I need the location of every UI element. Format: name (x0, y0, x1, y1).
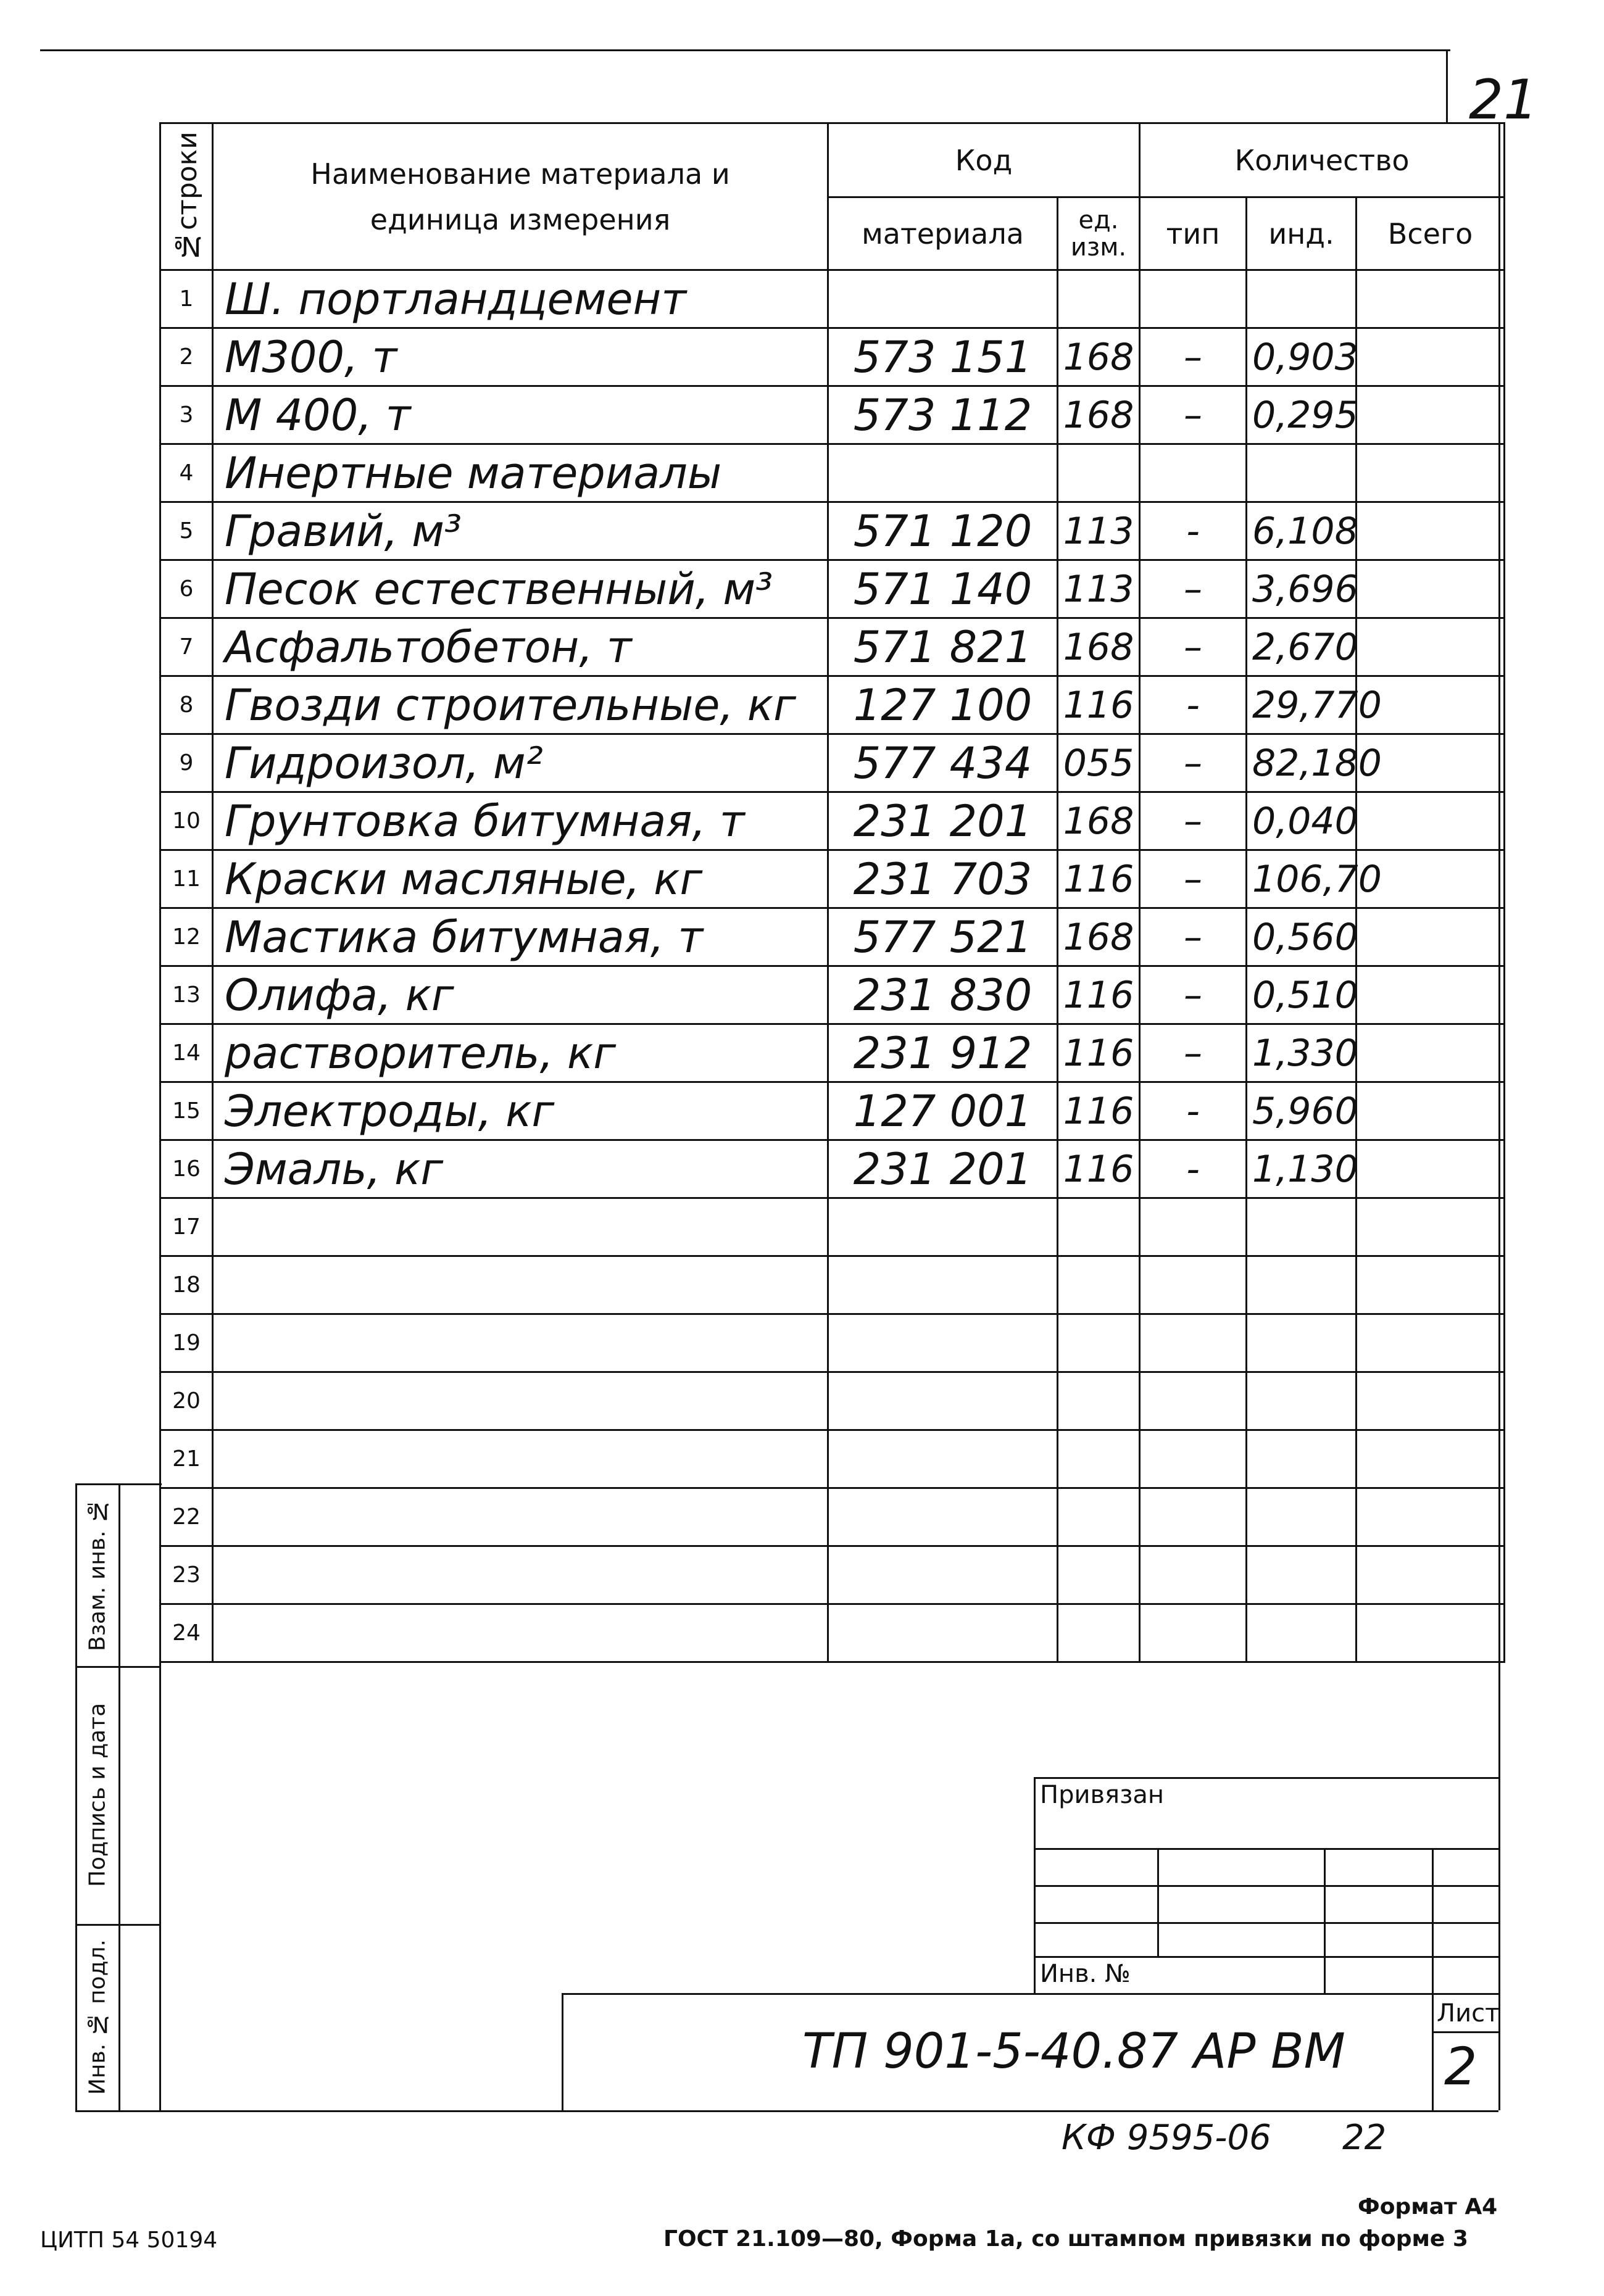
row-number: 17 (160, 1198, 213, 1256)
qty-total (1357, 1372, 1505, 1430)
qty-type: - (1140, 502, 1247, 560)
row-number: 5 (160, 502, 213, 560)
unit-code (1058, 1604, 1140, 1662)
qty-type: – (1140, 966, 1247, 1024)
qty-ind (1247, 444, 1357, 502)
material-code (828, 1546, 1058, 1604)
material-code: 231 912 (828, 1024, 1058, 1082)
qty-type: - (1140, 676, 1247, 734)
stamp-col-2 (1324, 1848, 1326, 1993)
footer-left: ЦИТП 54 50194 (40, 2228, 218, 2253)
qty-ind (1247, 1256, 1357, 1314)
qty-ind: 29,770 (1247, 676, 1357, 734)
stamp-col-1 (1157, 1848, 1159, 1956)
top-border-line (40, 49, 1450, 51)
qty-type (1140, 1430, 1247, 1488)
row-number: 22 (160, 1488, 213, 1546)
qty-total (1357, 1082, 1505, 1140)
qty-type: – (1140, 850, 1247, 908)
qty-ind: 0,560 (1247, 908, 1357, 966)
qty-type (1140, 1372, 1247, 1430)
qty-total (1357, 444, 1505, 502)
header-code-label: Код (955, 143, 1013, 177)
qty-total (1357, 1314, 1505, 1372)
title-block-list-line (1432, 2031, 1498, 2033)
material-name: Олифа, кг (213, 966, 828, 1024)
unit-code: 116 (1058, 850, 1140, 908)
qty-ind: 6,108 (1247, 502, 1357, 560)
unit-code (1058, 270, 1140, 328)
row-number: 18 (160, 1256, 213, 1314)
material-name (213, 1488, 828, 1546)
table-row (160, 1024, 1505, 1082)
qty-total (1357, 1430, 1505, 1488)
table-row (160, 792, 1505, 850)
header-qty-ind-label: инд. (1268, 217, 1334, 251)
qty-total (1357, 908, 1505, 966)
title-block-list-divider (1432, 1993, 1434, 2110)
material-name (213, 1256, 828, 1314)
qty-ind (1247, 1430, 1357, 1488)
qty-total (1357, 1198, 1505, 1256)
material-code: 571 140 (828, 560, 1058, 618)
header-name (213, 123, 828, 270)
stamp-line-4 (1034, 1956, 1498, 1958)
table-row (160, 1604, 1505, 1662)
side-strip-divider (118, 1483, 120, 2110)
qty-total (1357, 1546, 1505, 1604)
row-number: 23 (160, 1546, 213, 1604)
table-row (160, 1314, 1505, 1372)
material-name: Мастика битумная, т (213, 908, 828, 966)
unit-code (1058, 1256, 1140, 1314)
qty-ind: 2,670 (1247, 618, 1357, 676)
material-name: растворитель, кг (213, 1024, 828, 1082)
qty-total (1357, 386, 1505, 444)
qty-type (1140, 1314, 1247, 1372)
material-name: М300, т (213, 328, 828, 386)
footer-gost: ГОСТ 21.109—80, Форма 1а, со штампом привязки по форме 3 (663, 2226, 1468, 2252)
qty-type: – (1140, 386, 1247, 444)
material-code (828, 1488, 1058, 1546)
unit-code: 116 (1058, 1082, 1140, 1140)
material-code: 573 112 (828, 386, 1058, 444)
material-name (213, 1546, 828, 1604)
row-number: 16 (160, 1140, 213, 1198)
material-name (213, 1198, 828, 1256)
qty-type (1140, 1546, 1247, 1604)
qty-total (1357, 560, 1505, 618)
material-code: 573 151 (828, 328, 1058, 386)
sheet-number-divider (1446, 49, 1448, 123)
row-number: 21 (160, 1430, 213, 1488)
table-row (160, 386, 1505, 444)
stamp-privyazan: Привязан (1040, 1781, 1165, 1809)
materials-table (159, 122, 1505, 1663)
qty-type (1140, 1198, 1247, 1256)
unit-code (1058, 444, 1140, 502)
material-code (828, 1314, 1058, 1372)
title-block-left (562, 1993, 563, 2110)
row-number: 11 (160, 850, 213, 908)
qty-ind: 1,330 (1247, 1024, 1357, 1082)
stamp-line-1 (1034, 1848, 1498, 1850)
qty-ind: 0,295 (1247, 386, 1357, 444)
side-label-vzam: Взам. инв. № (85, 1498, 110, 1651)
stamp-line-3 (1034, 1922, 1498, 1924)
unit-code: 055 (1058, 734, 1140, 792)
row-number: 12 (160, 908, 213, 966)
table-body (160, 270, 1505, 1662)
header-code-unit (1058, 197, 1140, 270)
header-quantity (1140, 123, 1505, 197)
qty-ind: 3,696 (1247, 560, 1357, 618)
table-row (160, 676, 1505, 734)
header-code-material (828, 197, 1058, 270)
qty-total (1357, 502, 1505, 560)
material-code: 231 830 (828, 966, 1058, 1024)
unit-code (1058, 1546, 1140, 1604)
qty-type (1140, 270, 1247, 328)
header-row-number-label: №строки (172, 131, 203, 262)
side-label-podpis: Подпись и дата (85, 1702, 110, 1888)
table-row (160, 1082, 1505, 1140)
qty-type (1140, 1604, 1247, 1662)
material-code (828, 1604, 1058, 1662)
material-code (828, 1256, 1058, 1314)
table-row (160, 1372, 1505, 1430)
header-qty-ind (1247, 197, 1357, 270)
qty-ind: 0,510 (1247, 966, 1357, 1024)
qty-ind (1247, 1604, 1357, 1662)
stamp-col-3 (1432, 1848, 1434, 1993)
unit-code: 116 (1058, 966, 1140, 1024)
table-row (160, 1488, 1505, 1546)
table-row (160, 1546, 1505, 1604)
unit-code: 116 (1058, 1024, 1140, 1082)
qty-total (1357, 966, 1505, 1024)
material-name: М 400, т (213, 386, 828, 444)
header-code (828, 123, 1140, 197)
sheet-number: 21 (1469, 68, 1538, 131)
material-code (828, 1198, 1058, 1256)
table-row (160, 502, 1505, 560)
document-code: ТП 901-5-40.87 АР ВМ (802, 2024, 1345, 2079)
row-number: 3 (160, 386, 213, 444)
material-name: Гидроизол, м² (213, 734, 828, 792)
unit-code: 116 (1058, 676, 1140, 734)
row-number: 20 (160, 1372, 213, 1430)
qty-total (1357, 328, 1505, 386)
material-code: 231 201 (828, 792, 1058, 850)
table-row (160, 560, 1505, 618)
qty-total (1357, 618, 1505, 676)
unit-code: 113 (1058, 502, 1140, 560)
qty-total (1357, 792, 1505, 850)
material-name: Эмаль, кг (213, 1140, 828, 1198)
table-row (160, 618, 1505, 676)
material-code (828, 1430, 1058, 1488)
qty-ind: 106,70 (1247, 850, 1357, 908)
header-qty-type-label: тип (1166, 217, 1220, 251)
handwritten-code: КФ 9595-06 (1062, 2118, 1271, 2158)
qty-type (1140, 1488, 1247, 1546)
table-row (160, 908, 1505, 966)
unit-code (1058, 1430, 1140, 1488)
qty-total (1357, 270, 1505, 328)
material-name: Песок естественный, м³ (213, 560, 828, 618)
header-code-material-label: материала (862, 217, 1024, 251)
material-code: 571 821 (828, 618, 1058, 676)
qty-type: – (1140, 908, 1247, 966)
table-row (160, 966, 1505, 1024)
unit-code (1058, 1488, 1140, 1546)
qty-ind (1247, 1372, 1357, 1430)
unit-code: 113 (1058, 560, 1140, 618)
stamp-line-2 (1034, 1885, 1498, 1887)
row-number: 15 (160, 1082, 213, 1140)
qty-type: – (1140, 734, 1247, 792)
stamp-inv-no: Инв. № (1040, 1960, 1131, 1988)
format-label: Формат А4 (1358, 2194, 1498, 2219)
material-name: Ш. портландцемент (213, 270, 828, 328)
material-name (213, 1604, 828, 1662)
qty-type: – (1140, 328, 1247, 386)
side-label-inv-podl: Инв. № подл. (85, 1939, 110, 2095)
material-code (828, 444, 1058, 502)
row-number: 10 (160, 792, 213, 850)
table-row (160, 1198, 1505, 1256)
table-row (160, 328, 1505, 386)
qty-ind: 0,040 (1247, 792, 1357, 850)
material-name (213, 1372, 828, 1430)
qty-ind (1247, 270, 1357, 328)
row-number: 1 (160, 270, 213, 328)
table-row (160, 850, 1505, 908)
qty-ind (1247, 1546, 1357, 1604)
qty-ind: 5,960 (1247, 1082, 1357, 1140)
material-name (213, 1314, 828, 1372)
qty-ind: 0,903 (1247, 328, 1357, 386)
qty-type: - (1140, 1082, 1247, 1140)
material-name: Асфальтобетон, т (213, 618, 828, 676)
qty-total (1357, 1604, 1505, 1662)
unit-code: 116 (1058, 1140, 1140, 1198)
stamp-top-line (1034, 1777, 1498, 1779)
row-number: 6 (160, 560, 213, 618)
row-number: 14 (160, 1024, 213, 1082)
row-number: 8 (160, 676, 213, 734)
qty-ind (1247, 1488, 1357, 1546)
table-row (160, 1430, 1505, 1488)
material-code: 127 001 (828, 1082, 1058, 1140)
qty-type: - (1140, 1140, 1247, 1198)
material-name (213, 1430, 828, 1488)
row-number: 19 (160, 1314, 213, 1372)
qty-total (1357, 1488, 1505, 1546)
row-number: 4 (160, 444, 213, 502)
table-row (160, 444, 1505, 502)
qty-ind: 1,130 (1247, 1140, 1357, 1198)
table-row (160, 1256, 1505, 1314)
material-code (828, 1372, 1058, 1430)
bottom-frame-line (75, 2110, 1498, 2112)
unit-code: 168 (1058, 908, 1140, 966)
material-name: Гравий, м³ (213, 502, 828, 560)
header-quantity-label: Количество (1234, 143, 1410, 177)
material-name: Грунтовка битумная, т (213, 792, 828, 850)
table-row (160, 270, 1505, 328)
qty-total (1357, 1140, 1505, 1198)
material-code: 231 703 (828, 850, 1058, 908)
material-name: Краски масляные, кг (213, 850, 828, 908)
header-qty-type (1140, 197, 1247, 270)
unit-code (1058, 1372, 1140, 1430)
header-code-unit-label: ед. изм. (1070, 205, 1127, 262)
material-code (828, 270, 1058, 328)
material-name: Инертные материалы (213, 444, 828, 502)
table-row (160, 734, 1505, 792)
material-name: Гвозди строительные, кг (213, 676, 828, 734)
material-name: Электроды, кг (213, 1082, 828, 1140)
unit-code: 168 (1058, 328, 1140, 386)
qty-type (1140, 1256, 1247, 1314)
qty-total (1357, 1024, 1505, 1082)
table-row (160, 1140, 1505, 1198)
header-row-number (160, 123, 213, 270)
row-number: 9 (160, 734, 213, 792)
unit-code: 168 (1058, 386, 1140, 444)
qty-ind (1247, 1314, 1357, 1372)
stamp-list-number: 2 (1444, 2036, 1477, 2097)
material-code: 577 434 (828, 734, 1058, 792)
qty-ind (1247, 1198, 1357, 1256)
unit-code (1058, 1198, 1140, 1256)
row-number: 2 (160, 328, 213, 386)
unit-code: 168 (1058, 618, 1140, 676)
row-number: 7 (160, 618, 213, 676)
material-code: 571 120 (828, 502, 1058, 560)
qty-total (1357, 1256, 1505, 1314)
row-number: 24 (160, 1604, 213, 1662)
unit-code (1058, 1314, 1140, 1372)
header-qty-total (1357, 197, 1505, 270)
material-code: 231 201 (828, 1140, 1058, 1198)
material-code: 577 521 (828, 908, 1058, 966)
header-qty-total-label: Всего (1387, 217, 1473, 251)
stamp-list-label: Лист (1437, 1999, 1500, 2028)
side-strip-right (159, 1483, 161, 2110)
header-name-label: Наименование материала и единица измерения (310, 157, 730, 236)
unit-code: 168 (1058, 792, 1140, 850)
qty-ind: 82,180 (1247, 734, 1357, 792)
qty-type: – (1140, 560, 1247, 618)
title-block-top (562, 1993, 1498, 1995)
qty-type (1140, 444, 1247, 502)
qty-type: – (1140, 618, 1247, 676)
qty-type: – (1140, 792, 1247, 850)
handwritten-number: 22 (1342, 2118, 1387, 2158)
row-number: 13 (160, 966, 213, 1024)
material-code: 127 100 (828, 676, 1058, 734)
qty-type: – (1140, 1024, 1247, 1082)
